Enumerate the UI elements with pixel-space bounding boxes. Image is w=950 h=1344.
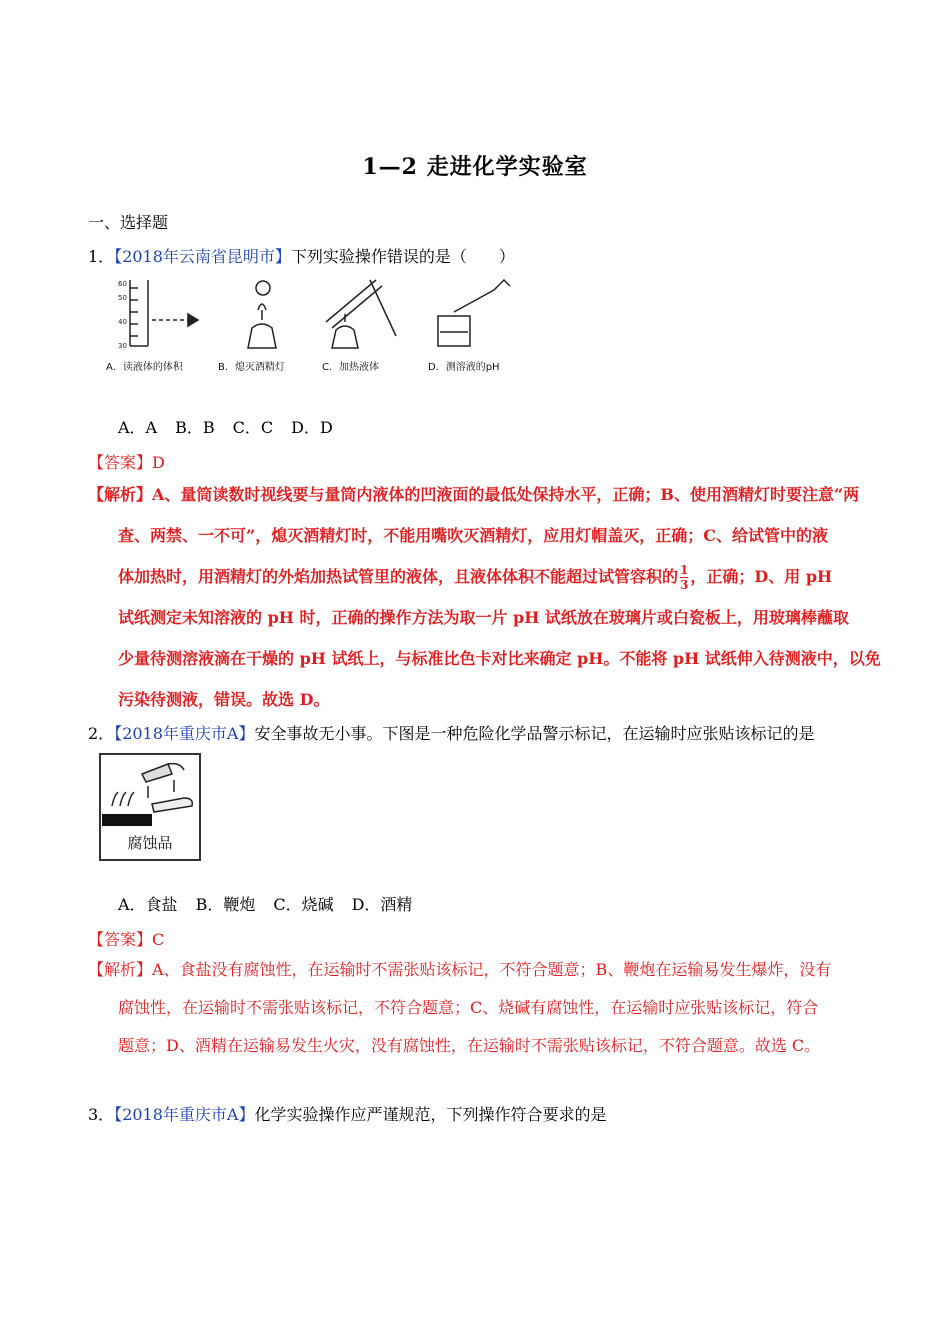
analysis-line: 体加热时，用酒精灯的外焰加热试管里的液体，且液体体积不能超过试管容积的 $\frac{1}{3}$ ，正确；D、用 pH <box>118 563 833 592</box>
question-text: 安全事故无小事。下图是一种危险化学品警示标记，在运输时应张贴该标记的是 <box>254 724 815 743</box>
sign-label: 腐蚀品 <box>127 834 173 852</box>
q2-options <box>118 892 430 915</box>
question-source: 【2018年云南省昆明市】 <box>114 247 291 266</box>
q1-experiment-figure <box>100 276 520 380</box>
option-c[interactable]: C．烧碱 <box>273 895 334 914</box>
question-source: 【2018年重庆市A】 <box>114 724 255 743</box>
corrosive-warning-sign <box>98 752 202 862</box>
analysis-line: 【解析】A、食盐没有腐蚀性，在运输时不需张贴该标记，不符合题意；B、鞭炮在运输易发生爆炸，没有 <box>88 960 832 979</box>
svg-text:60: 60 <box>118 280 127 288</box>
question-text: 下列实验操作错误的是（ ） <box>290 247 515 266</box>
question-1-stem <box>88 244 515 267</box>
q1-options <box>118 415 351 438</box>
q2-answer: 【答案】C <box>88 930 165 949</box>
page-title: 1—2 走进化学实验室 <box>362 154 588 180</box>
question-number: 2． <box>88 724 115 743</box>
analysis-line: 腐蚀性，在运输时不需张贴该标记，不符合题意；C、烧碱有腐蚀性，在运输时应张贴该标记，符合 <box>118 998 819 1017</box>
option-d[interactable]: D．D <box>291 418 333 437</box>
analysis-line: 题意；D、酒精在运输易发生火灾，没有腐蚀性，在运输时不需张贴该标记，不符合题意。故选 C。 <box>118 1036 821 1055</box>
q1-answer: 【答案】D <box>88 453 165 472</box>
option-b[interactable]: B．B <box>175 418 215 437</box>
analysis-line: 试纸测定未知溶液的 pH 时，正确的操作方法为取一片 pH 试纸放在玻璃片或白瓷板上，用玻璃棒蘸取 <box>118 608 849 627</box>
question-3-stem <box>88 1102 606 1125</box>
figure-label-d: D．测溶液的pH <box>428 362 500 373</box>
svg-text:40: 40 <box>118 318 127 326</box>
figure-label-b: B．熄灭酒精灯 <box>218 362 285 373</box>
analysis-line: 【解析】A、量筒读数时视线要与量筒内液体的凹液面的最低处保持水平，正确；B、使用酒精灯时要注意“两 <box>88 485 860 504</box>
option-d[interactable]: D．酒精 <box>351 895 413 914</box>
question-number: 1． <box>88 247 115 266</box>
figure-label-a: A．读液体的体积 <box>106 362 183 373</box>
analysis-line: 少量待测溶液滴在干燥的 pH 试纸上，与标准比色卡对比来确定 pH。不能将 pH 试纸伸入待测液中，以免 <box>118 649 881 668</box>
fraction-one-third: $\frac{1}{3}$ <box>680 563 689 592</box>
q1-analysis <box>88 474 881 720</box>
svg-text:30: 30 <box>118 342 127 350</box>
figure-label-c: C．加热液体 <box>322 362 379 373</box>
option-b[interactable]: B．鞭炮 <box>195 895 256 914</box>
question-source: 【2018年重庆市A】 <box>114 1105 255 1124</box>
question-number: 3． <box>88 1105 115 1124</box>
section-heading: 一、选择题 <box>88 213 169 232</box>
option-c[interactable]: C．C <box>232 418 274 437</box>
option-a[interactable]: A．A <box>118 418 158 437</box>
svg-text:50: 50 <box>118 294 127 302</box>
option-a[interactable]: A．食盐 <box>118 895 178 914</box>
analysis-line: 查、两禁、一不可”，熄灭酒精灯时，不能用嘴吹灭酒精灯，应用灯帽盖灭，正确；C、给试管中的液 <box>118 526 828 545</box>
question-2-stem <box>88 721 814 744</box>
question-text: 化学实验操作应严谨规范，下列操作符合要求的是 <box>254 1105 607 1124</box>
analysis-line: 污染待测液，错误。故选 D。 <box>118 690 330 709</box>
q2-analysis <box>88 951 868 1065</box>
